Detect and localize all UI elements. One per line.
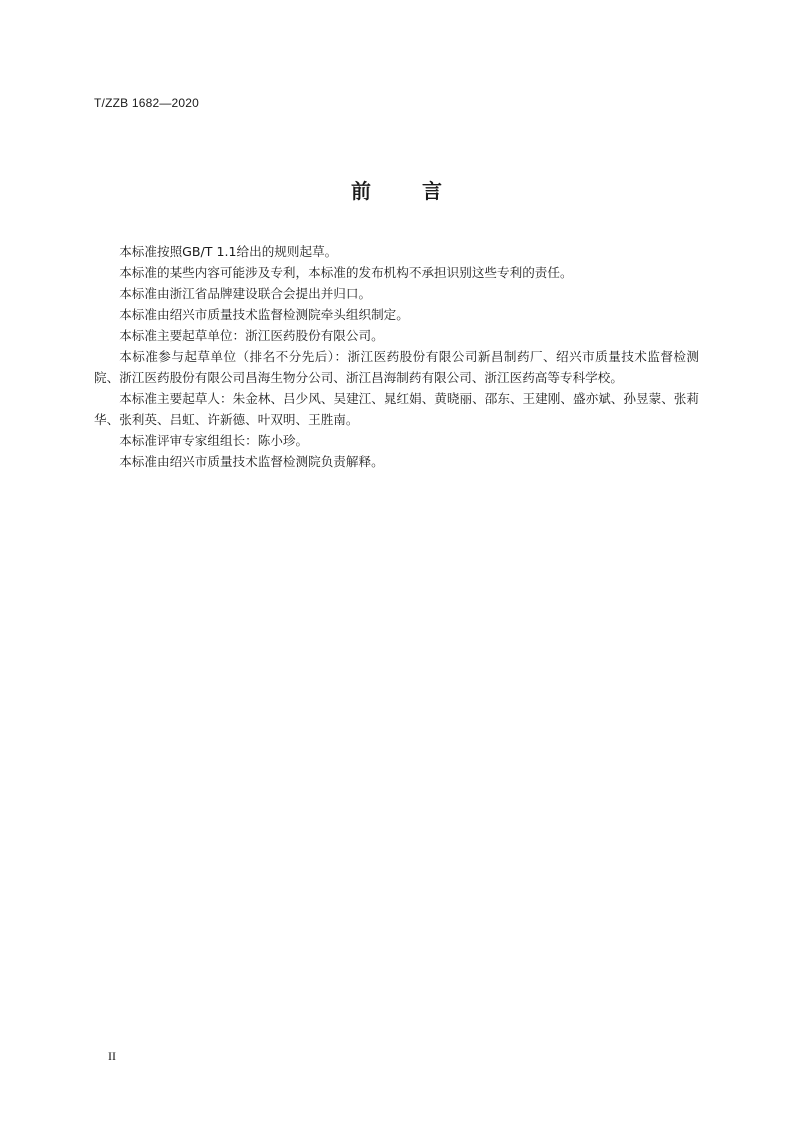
paragraph-proposer: 本标准由浙江省品牌建设联合会提出并归口。 [119, 286, 372, 301]
paragraph-main-drafting-unit: 本标准主要起草单位：浙江医药股份有限公司。 [119, 328, 384, 343]
paragraph-drafting-rules: 本标准按照GB/T 1.1给出的规则起草。 [119, 244, 338, 259]
paragraph-organizer: 本标准由绍兴市质量技术监督检测院牵头组织制定。 [119, 307, 409, 322]
paragraph-main-drafters: 本标准主要起草人：朱金林、吕少风、吴建江、晁红娟、黄晓丽、邵东、王建刚、盛亦斌、孙昱蒙、张莉华、张利英、吕虹、许新德、叶双明、王胜南。 [94, 391, 699, 427]
page-title: 前 言 [351, 179, 464, 203]
paragraph-patent-notice: 本标准的某些内容可能涉及专利，本标准的发布机构不承担识别这些专利的责任。 [119, 265, 573, 280]
paragraph-interpretation: 本标准由绍兴市质量技术监督检测院负责解释。 [119, 454, 384, 469]
paragraph-review-leader: 本标准评审专家组组长：陈小珍。 [119, 433, 309, 448]
standard-code: T/ZZB 1682—2020 [94, 96, 200, 110]
foreword-body [94, 241, 699, 472]
paragraph-participating-units: 本标准参与起草单位（排名不分先后）：浙江医药股份有限公司新昌制药厂、绍兴市质量技术监督检测院、浙江医药股份有限公司昌海生物分公司、浙江昌海制药有限公司、浙江医药高等专科学校。 [94, 349, 699, 385]
page-number: II [108, 1049, 116, 1063]
